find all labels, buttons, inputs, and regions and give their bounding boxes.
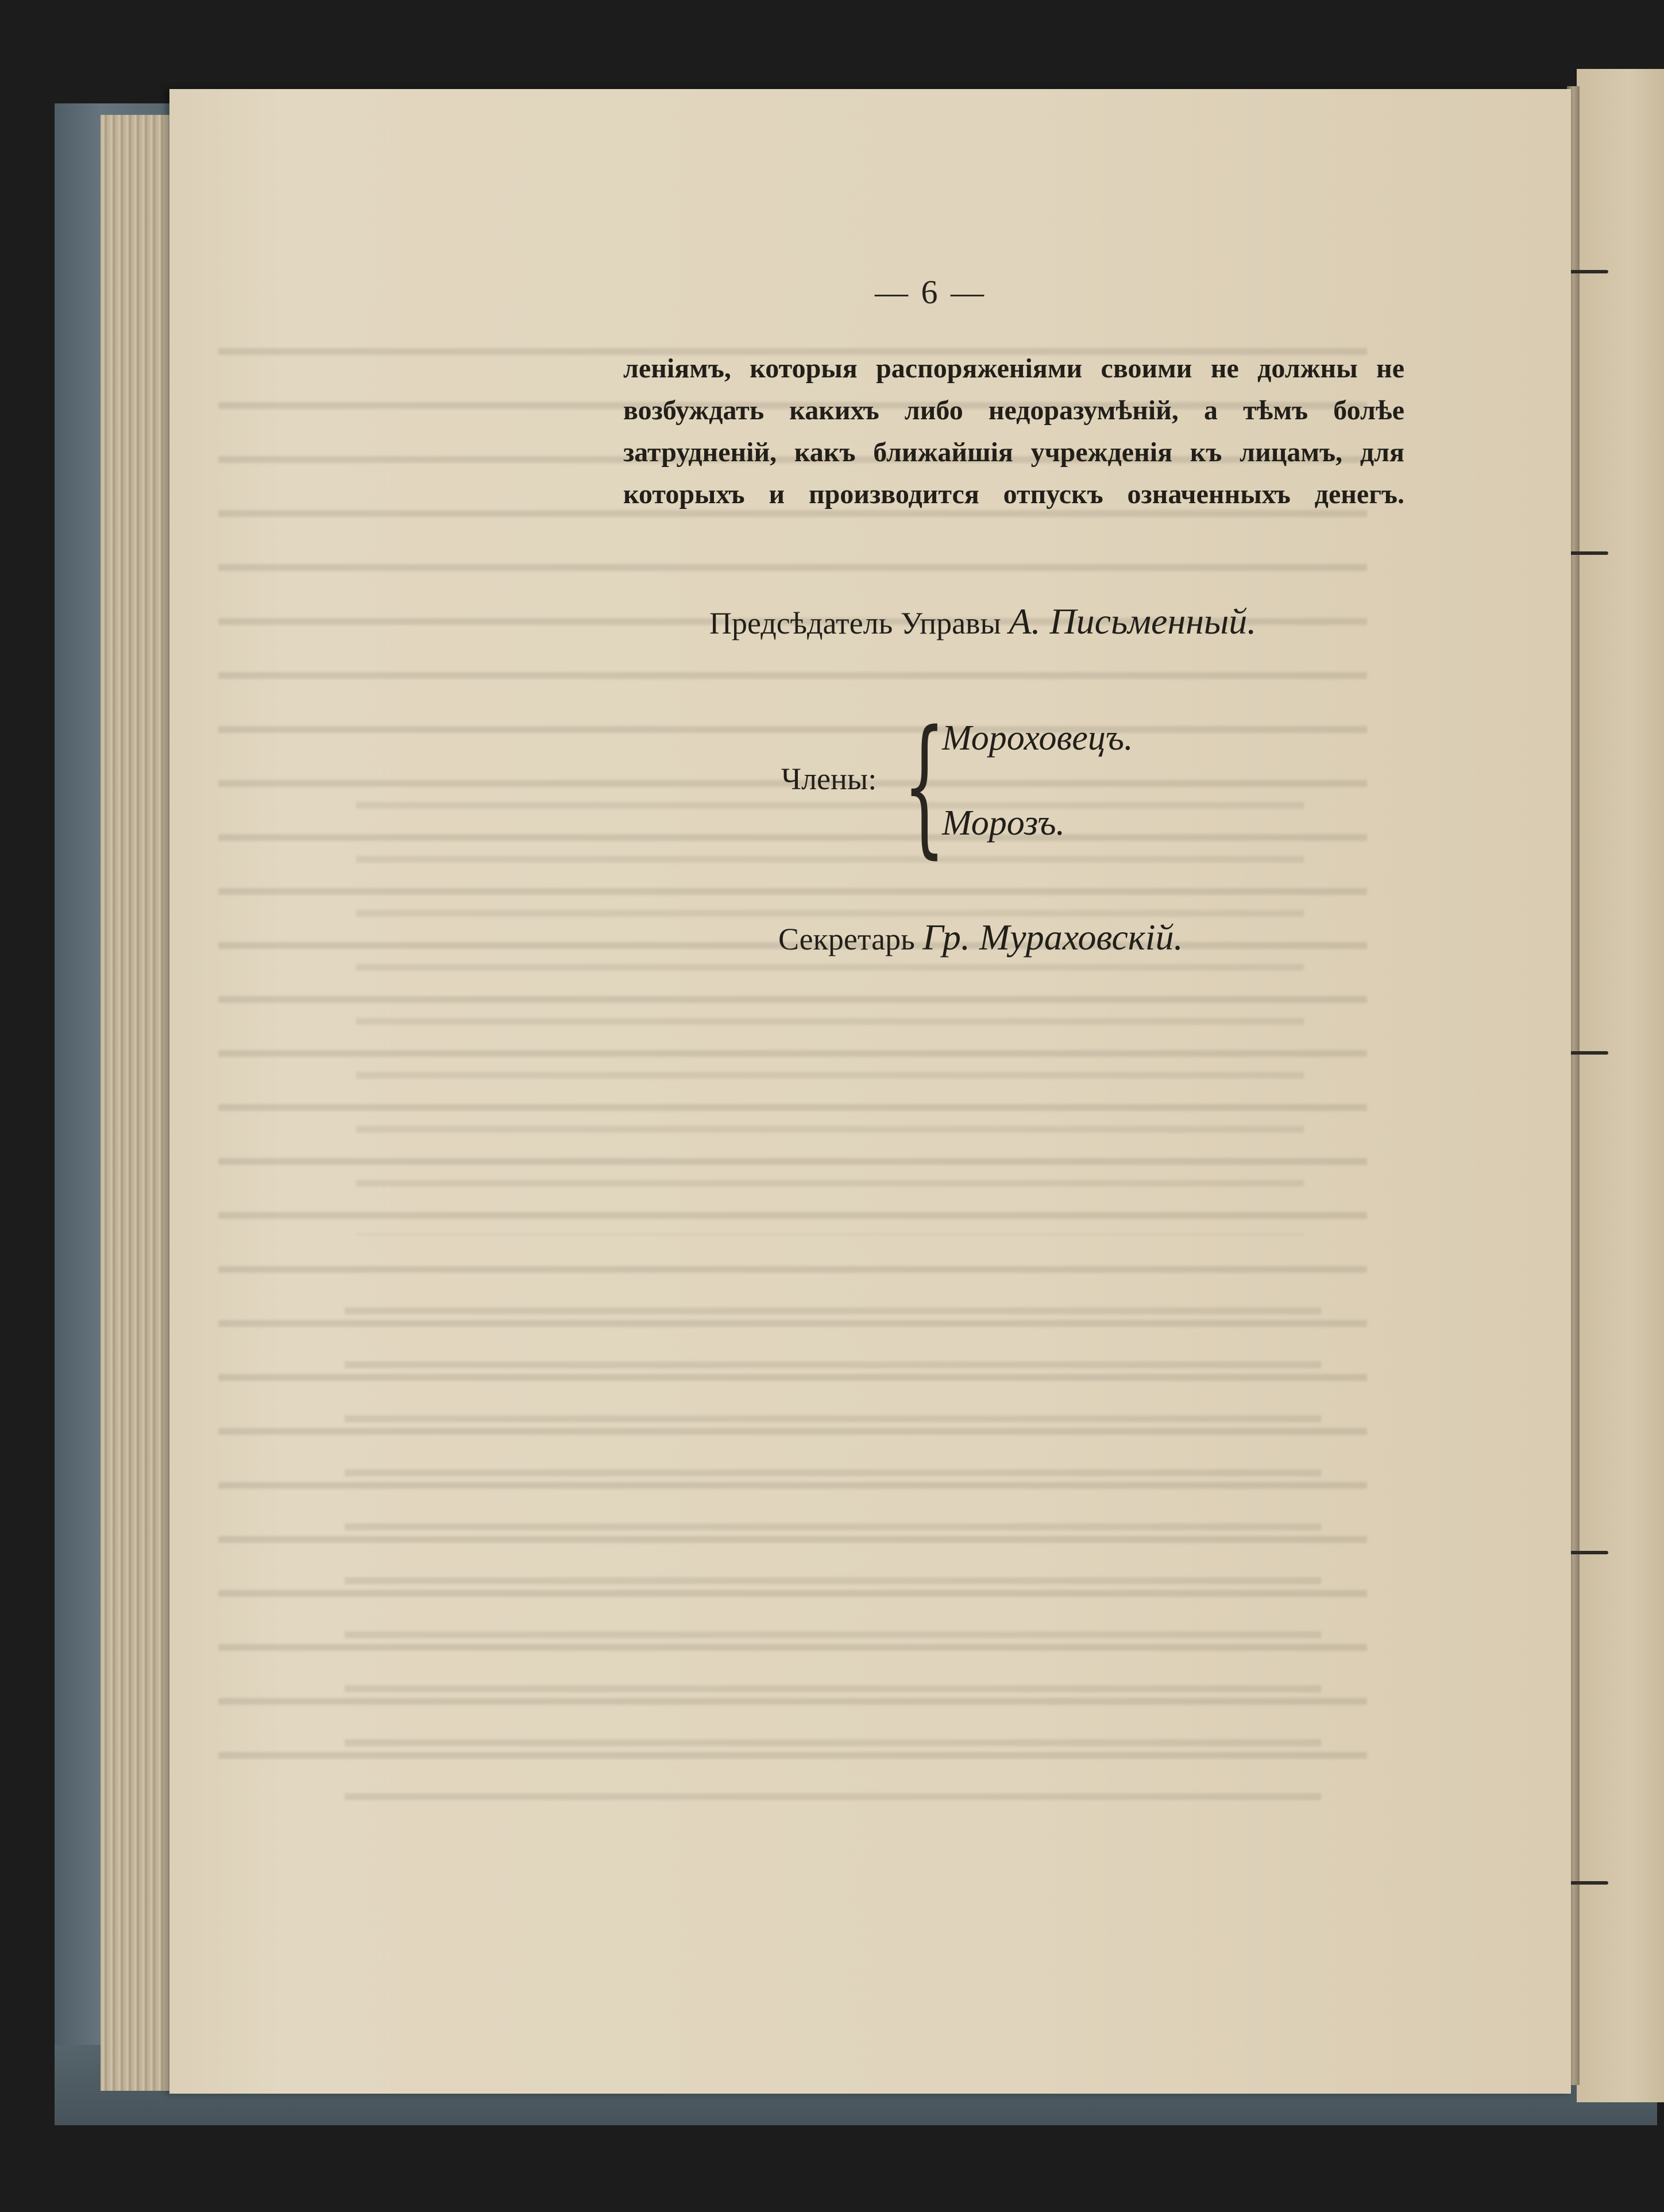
member-name: Мороховецъ. [942,719,1133,758]
paragraph-line: леніямъ, которыя распоряженіями своими не должны не [623,353,1404,384]
body-paragraph [623,348,1404,515]
chairman-name: А. Письменный. [1009,601,1257,642]
curly-brace-icon: { [903,699,946,873]
secretary-signature [778,916,1183,959]
paragraph-line: которыхъ и производится отпускъ означенныхъ денегъ. [623,479,1404,509]
paragraph-line: затрудненій, какъ ближайшія учрежденія къ лицамъ, для [623,437,1404,468]
secretary-name: Гр. Мураховскій. [922,917,1183,958]
page-number: — 6 — [875,273,986,311]
paragraph-line: возбуждать какихъ либо недоразумѣній, а тѣмъ болѣе [623,395,1404,426]
chairman-title: Предсѣдатель Управы [709,606,1001,640]
next-page [1577,69,1664,2102]
bleed-through-texture [356,775,1304,1235]
bleed-through-texture [345,1281,1321,1809]
member-name: Морозъ. [942,804,1065,843]
secretary-title: Секретарь [778,922,915,956]
members-label: Члены: [781,762,877,796]
chairman-signature [709,600,1256,643]
